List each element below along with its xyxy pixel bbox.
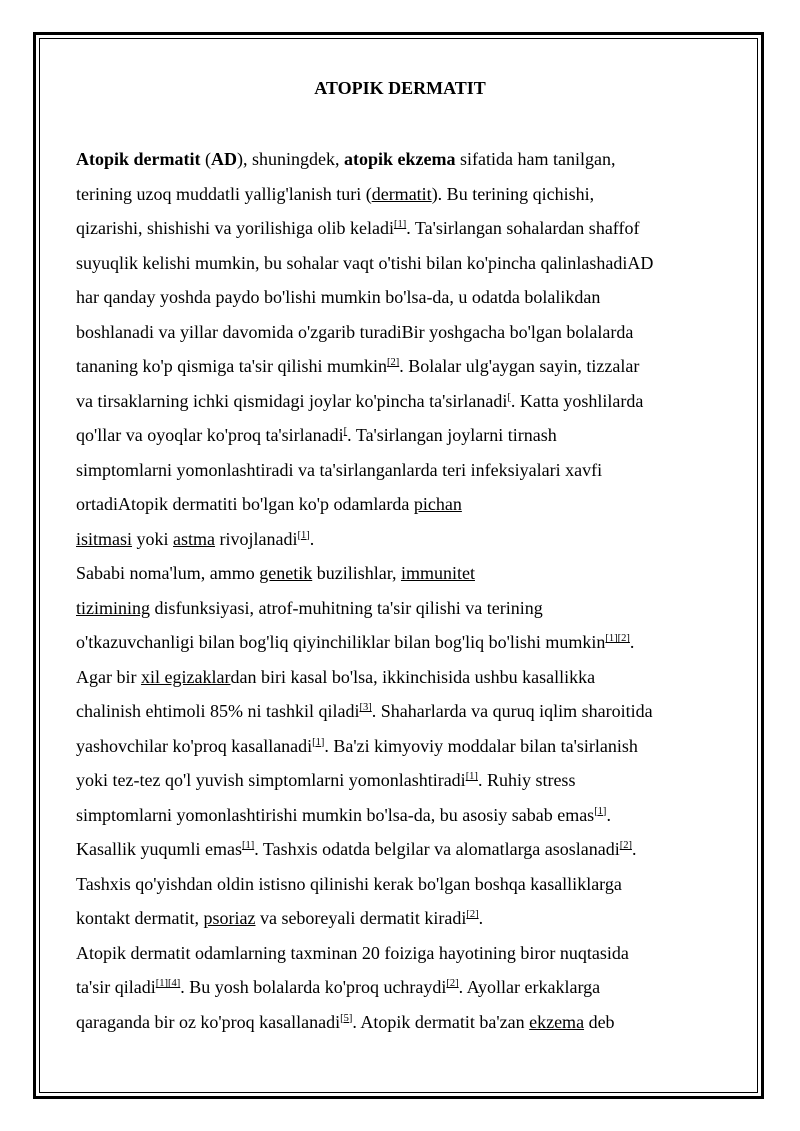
text-line (76, 591, 736, 626)
text-line (76, 625, 736, 660)
text-line (76, 177, 736, 212)
text-line (76, 522, 736, 557)
text-line (76, 349, 736, 384)
wiki-link[interactable]: pichan (413, 494, 462, 514)
text-run: simptomlarni yomonlashtiradi va ta'sirlanganlarda teri infeksiyalari xavfi (76, 459, 603, 480)
text-run: qizarishi, shishishi va yorilishiga olib keladi (76, 218, 394, 238)
text-line (76, 798, 736, 833)
text-run: yashovchilar ko'proq kasallanadi (76, 735, 313, 756)
text-run: . Ruhiy stress (477, 770, 576, 790)
citation-ref[interactable]: [2] (446, 978, 459, 989)
citation-ref[interactable]: [1] (312, 736, 325, 748)
text-run: yoki (132, 528, 174, 549)
text-run: . Tashxis odatda belgilar va alomatlarga asoslanadi (254, 839, 620, 859)
text-line (76, 556, 736, 591)
citation-ref[interactable]: [1] (241, 840, 255, 851)
text-line (76, 211, 736, 246)
text-run: Atopik dermatit odamlarning taxminan 20 foiziga hayotining biror nuqtasida (76, 942, 629, 963)
citation-ref[interactable]: [1][2] (605, 633, 630, 644)
citation-ref[interactable]: [5] (340, 1012, 353, 1024)
text-line (76, 453, 736, 488)
wiki-link[interactable]: xil egizaklar (140, 666, 231, 687)
text-run: yoki tez-tez qo'l yuvish simptomlarni yomonlashtiradi (76, 770, 466, 790)
text-line (76, 901, 736, 936)
wiki-link[interactable]: genetik (259, 563, 313, 583)
text-run: . Shaharlarda va quruq iqlim sharoitida (371, 701, 653, 721)
text-line (76, 280, 736, 315)
text-run: ta'sir qiladi (76, 977, 156, 997)
document-body (76, 142, 736, 1039)
text-run: . Ta'sirlangan joylarni tirnash (347, 425, 557, 445)
text-run: suyuqlik kelishi mumkin, bu sohalar vaqt o'tishi bilan ko'pincha qalinlashadiAD (76, 252, 654, 273)
text-line (76, 970, 736, 1005)
text-line (76, 384, 736, 419)
text-line (76, 936, 736, 971)
text-run: . (478, 908, 484, 928)
text-run: sifatida ham tanilgan, (455, 149, 616, 169)
text-run: o'tkazuvchanligi bilan bog'liq qiyinchiliklar bilan bog'liq bo'lishi mumkin (76, 632, 606, 652)
text-run: . Ayollar erkaklarga (458, 977, 601, 997)
citation-ref[interactable]: [ (343, 426, 348, 437)
text-run: . Bu yosh bolalarda ko'proq uchraydi (180, 977, 447, 997)
wiki-link[interactable]: astma (173, 528, 216, 549)
citation-ref[interactable]: [ (507, 391, 511, 403)
text-run: kontakt dermatit, (76, 908, 204, 928)
text-line (76, 694, 736, 729)
bold-term: Atopik dermatit (76, 149, 201, 169)
text-run: ortadiAtopik dermatiti bo'lgan ko'p odamlarda (76, 494, 414, 514)
text-run: deb (584, 1011, 615, 1032)
text-run: va tirsaklarning ichki qismidagi joylar ko'pincha ta'sirlanadi (76, 390, 508, 411)
wiki-link[interactable]: immunitet (400, 563, 475, 583)
citation-ref[interactable]: [1] (594, 805, 607, 817)
text-run: dan biri kasal bo'lsa, ikkinchisida ushbu kasallikka (230, 666, 596, 687)
text-run: ). Bu terining qichishi, (431, 183, 595, 204)
wiki-link[interactable]: isitmasi (76, 528, 133, 549)
wiki-link[interactable]: ekzema (529, 1011, 585, 1032)
text-run: disfunksiyasi, atrof-muhitning ta'sir qilishi va terining (150, 597, 543, 618)
text-line (76, 1005, 736, 1040)
text-run: har qanday yoshda paydo bo'lishi mumkin bo'lsa-da, u odatda bolalikdan (76, 287, 601, 307)
text-run: va seboreyali dermatit kiradi (255, 908, 467, 928)
text-run: rivojlanadi (215, 528, 298, 549)
text-run: . Bolalar ulg'aygan sayin, tizzalar (399, 356, 640, 376)
text-run: terining uzoq muddatli yallig'lanish turi ( (76, 183, 372, 204)
text-run: ( (200, 149, 211, 169)
text-run: qaraganda bir oz ko'proq kasallanadi (76, 1011, 341, 1032)
text-run: boshlanadi va yillar davomida o'zgarib turadiBir yoshgacha bo'lgan bolalarda (76, 321, 634, 342)
text-run: . Ta'sirlangan sohalardan shaffof (406, 218, 640, 238)
text-line (76, 763, 736, 798)
text-run: Kasallik yuqumli emas (76, 839, 242, 859)
text-line (76, 246, 736, 281)
text-line (76, 867, 736, 902)
text-line (76, 832, 736, 867)
citation-ref[interactable]: [1][4] (155, 978, 181, 989)
citation-ref[interactable]: [1] (297, 529, 310, 541)
text-run: chalinish ehtimoli 85% ni tashkil qiladi (76, 701, 360, 721)
text-run: simptomlarni yomonlashtirishi mumkin bo'lsa-da, bu asosiy sabab emas (76, 804, 595, 825)
text-run: . Atopik dermatit ba'zan (352, 1011, 530, 1032)
text-run: . (606, 804, 611, 825)
text-run: ), shuningdek, (237, 149, 344, 169)
citation-ref[interactable]: [1] (465, 771, 478, 782)
text-run: buzilishlar, (312, 563, 401, 583)
text-run: Tashxis qo'yishdan oldin istisno qilinishi kerak bo'lgan boshqa kasalliklarga (76, 873, 622, 894)
document-title: ATOPIK DERMATIT (314, 78, 486, 98)
text-run: . (309, 528, 315, 549)
citation-ref[interactable]: [1] (393, 219, 407, 230)
text-run: . Katta yoshlilarda (510, 390, 644, 411)
text-line (76, 487, 736, 522)
citation-ref[interactable]: [3] (359, 702, 372, 713)
text-run: . Ba'zi kimyoviy moddalar bilan ta'sirlanish (324, 735, 638, 756)
text-line (76, 418, 736, 453)
text-run: . (631, 839, 637, 859)
text-run: Agar bir (76, 666, 141, 687)
text-run: Sababi noma'lum, ammo (76, 563, 260, 583)
text-run: . (629, 632, 635, 652)
bold-term: AD (211, 149, 237, 169)
text-line (76, 315, 736, 350)
citation-ref[interactable]: [2] (619, 840, 632, 851)
citation-ref[interactable]: [2] (466, 909, 479, 920)
bold-term: atopik ekzema (344, 149, 456, 169)
text-run: tananing ko'p qismiga ta'sir qilishi mumkin (76, 356, 387, 376)
text-line (76, 660, 736, 695)
text-line (76, 142, 736, 177)
wiki-link[interactable]: tizimining (76, 597, 150, 618)
text-run: qo'llar va oyoqlar ko'proq ta'sirlanadi (76, 425, 344, 445)
citation-ref[interactable]: [2] (386, 357, 400, 368)
wiki-link[interactable]: dermatit (371, 183, 432, 204)
text-line (76, 729, 736, 764)
wiki-link[interactable]: psoriaz (203, 908, 256, 928)
